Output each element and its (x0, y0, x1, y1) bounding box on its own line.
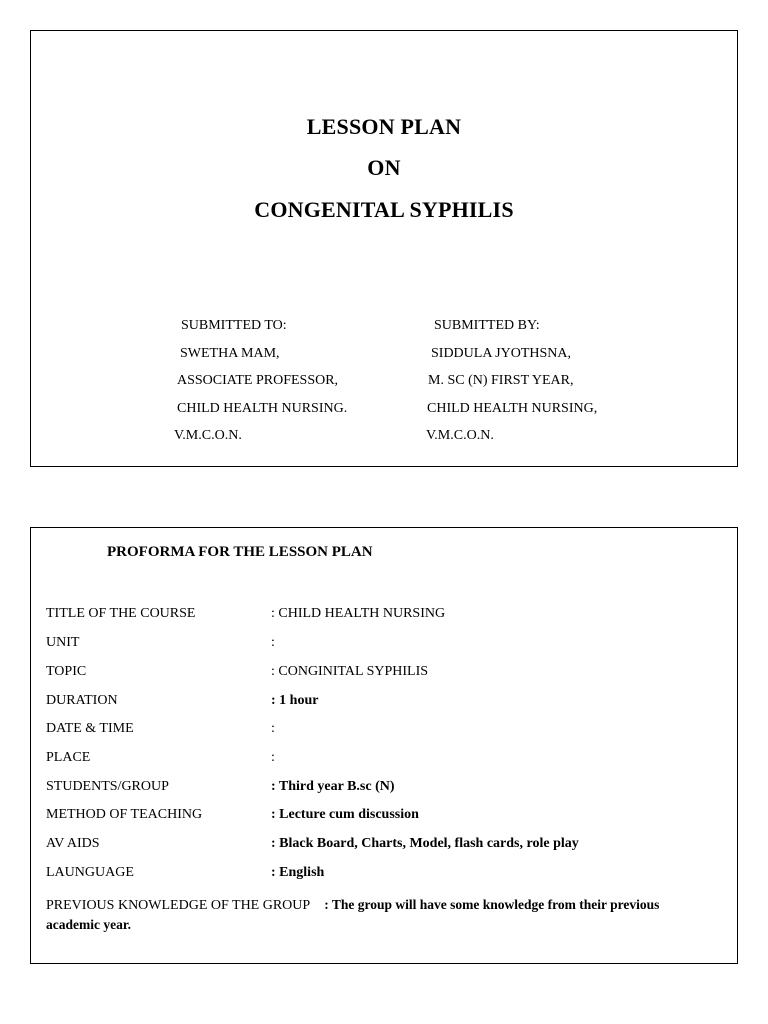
row-label-unit: UNIT (46, 635, 80, 650)
submitted-to-name: SWETHA MAM, (180, 346, 280, 361)
row-label-duration: DURATION (46, 693, 118, 708)
row-label-place: PLACE (46, 750, 91, 765)
row-value-unit: : (271, 635, 275, 650)
submitted-by-name: SIDDULA JYOTHSNA, (431, 346, 572, 361)
row-label-date-time: DATE & TIME (46, 721, 134, 736)
row-value-duration: : 1 hour (271, 693, 319, 708)
row-value-place: : (271, 750, 275, 765)
title-lesson-plan: LESSON PLAN (306, 114, 462, 139)
submitted-by-heading: SUBMITTED BY: (434, 318, 540, 333)
row-label-language: LAUNGUAGE (46, 865, 134, 880)
previous-knowledge (46, 895, 706, 935)
row-value-date-time: : (271, 721, 275, 736)
previous-knowledge-label: PREVIOUS KNOWLEDGE OF THE GROUP (46, 898, 311, 913)
submitted-to-heading: SUBMITTED TO: (181, 318, 287, 333)
proforma-heading: PROFORMA FOR THE LESSON PLAN (107, 544, 373, 560)
title-topic: CONGENITAL SYPHILIS (254, 197, 514, 222)
row-label-topic: TOPIC (46, 664, 87, 679)
row-label-method: METHOD OF TEACHING (46, 807, 203, 822)
title-on: ON (367, 155, 401, 180)
submitted-by-designation: M. SC (N) FIRST YEAR, (428, 373, 574, 388)
submitted-by-college: V.M.C.O.N. (426, 428, 494, 443)
submitted-to-designation: ASSOCIATE PROFESSOR, (177, 373, 339, 388)
row-value-topic: : CONGINITAL SYPHILIS (271, 664, 429, 679)
submitted-to-department: CHILD HEALTH NURSING. (177, 401, 348, 416)
previous-knowledge-value: : The group will have some knowledge from their previous academic year. (46, 897, 660, 932)
row-value-students: : Third year B.sc (N) (271, 779, 395, 794)
proforma-page (30, 527, 738, 964)
row-value-language: : English (271, 865, 325, 880)
row-value-av-aids: : Black Board, Charts, Model, flash cards, role play (271, 836, 579, 851)
row-label-av-aids: AV AIDS (46, 836, 100, 851)
cover-page (30, 30, 738, 467)
row-value-method: : Lecture cum discussion (271, 807, 419, 822)
row-label-course: TITLE OF THE COURSE (46, 606, 196, 621)
submitted-to-college: V.M.C.O.N. (174, 428, 242, 443)
submitted-by-department: CHILD HEALTH NURSING, (427, 401, 598, 416)
row-label-students: STUDENTS/GROUP (46, 779, 169, 794)
row-value-course: : CHILD HEALTH NURSING (271, 606, 446, 621)
